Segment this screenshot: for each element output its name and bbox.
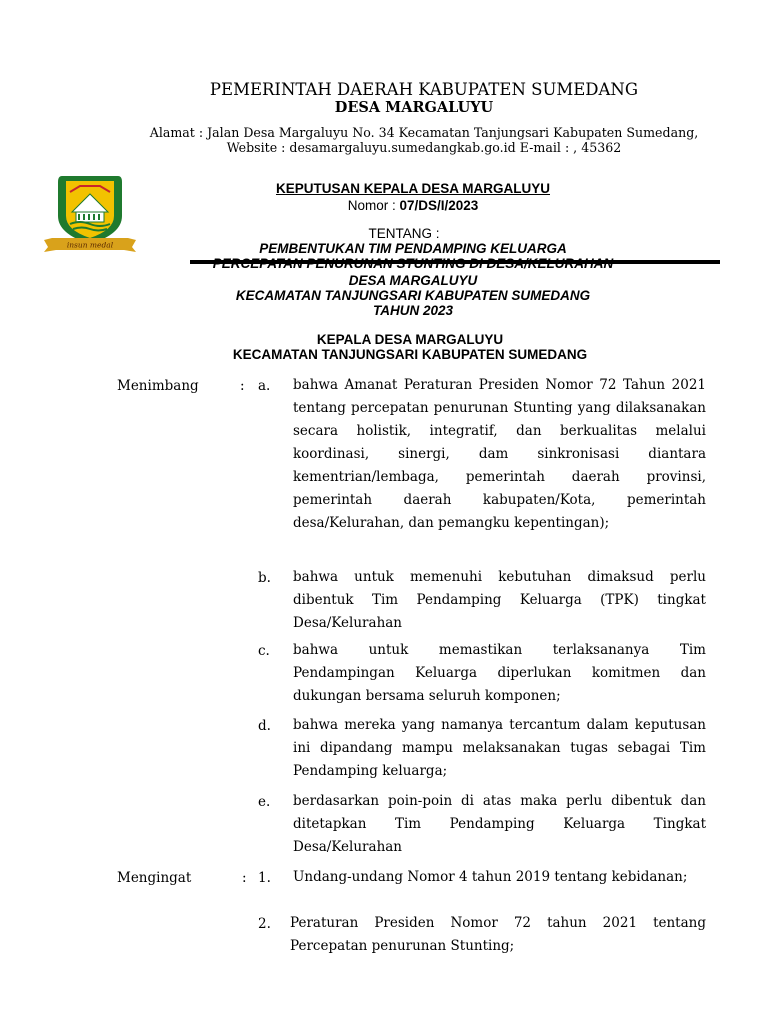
menimbang-marker-a: a. [258, 378, 271, 394]
menimbang-colon: : [240, 378, 245, 394]
menimbang-marker-e: e. [258, 794, 271, 810]
decree-number: 07/DS/I/2023 [399, 198, 479, 213]
letterhead-contact: Website : desamargaluyu.sumedangkab.go.id E-mail : , 45362 [226, 140, 622, 155]
menimbang-item-c: bahwa untuk memastikan terlaksananya Tim Pendampingan Keluarga diperlukan komitmen dan dukungan bersama seluruh komponen; [293, 642, 706, 704]
authority-title: KEPALA DESA MARGALUYU [316, 332, 504, 347]
menimbang-item-e: berdasarkan poin-poin di atas maka perlu dibentuk dan ditetapkan Tim Pendamping Keluarga Tingkat Desa/Kelurahan [293, 793, 706, 855]
menimbang-marker-c: c. [258, 643, 270, 659]
decree-number-label: Nomor : [347, 198, 400, 213]
emblem-motto: insun medal [66, 240, 114, 250]
letterhead-address: Alamat : Jalan Desa Margaluyu No. 34 Kecamatan Tanjungsari Kabupaten Sumedang, [149, 125, 699, 140]
letterhead-village: DESA MARGALUYU [334, 99, 494, 116]
decree-subject-line-5: TAHUN 2023 [372, 303, 454, 318]
letterhead-government: PEMERINTAH DAERAH KABUPATEN SUMEDANG [209, 80, 639, 99]
menimbang-label: Menimbang [117, 378, 199, 394]
menimbang-marker-d: d. [258, 718, 271, 734]
menimbang-item-d: bahwa mereka yang namanya tercantum dalam keputusan ini dipandang mampu melaksanakan tugas sebagai Tim Pendamping keluarga; [293, 717, 706, 779]
mengingat-label: Mengingat [117, 870, 192, 886]
authority-subtitle: KECAMATAN TANJUNGSARI KABUPATEN SUMEDANG [232, 347, 588, 362]
decree-subject-line-4: KECAMATAN TANJUNGSARI KABUPATEN SUMEDANG [235, 288, 591, 303]
mengingat-colon: : [242, 870, 247, 886]
mengingat-item-1: Undang-undang Nomor 4 tahun 2019 tentang kebidanan; [293, 869, 688, 885]
decree-subject-line-3: DESA MARGALUYU [348, 273, 478, 288]
menimbang-marker-b: b. [258, 570, 271, 586]
decree-subject-line-2: PERCEPATAN PENURUNAN STUNTING DI DESA/KELURAHAN [212, 256, 614, 271]
decree-title: KEPUTUSAN KEPALA DESA MARGALUYU [275, 181, 550, 196]
mengingat-marker-1: 1. [258, 870, 271, 886]
decree-subject-line-1: PEMBENTUKAN TIM PENDAMPING KELUARGA [259, 241, 567, 256]
mengingat-item-2: Peraturan Presiden Nomor 72 tahun 2021 tentang Percepatan penurunan Stunting; [290, 915, 706, 954]
menimbang-item-a: bahwa Amanat Peraturan Presiden Nomor 72 Tahun 2021 tentang percepatan penurunan Stunting yang dilaksanakan secara holistik, integratif, dan berkualitas melalui koordinasi, sinergi, dam sinkronisasi diantara kementrian/lembaga, pemerintah daerah provinsi, pemerintah daerah kabupaten/Kota, pemerintah desa/Kelurahan, dan pemangku kepentingan); [293, 377, 706, 531]
decree-tentang: TENTANG : [368, 226, 440, 241]
decree-number-line [0, 198, 768, 213]
mengingat-marker-2: 2. [258, 916, 271, 932]
menimbang-item-b: bahwa untuk memenuhi kebutuhan dimaksud perlu dibentuk Tim Pendamping Keluarga (TPK) tingkat Desa/Kelurahan [293, 569, 706, 631]
